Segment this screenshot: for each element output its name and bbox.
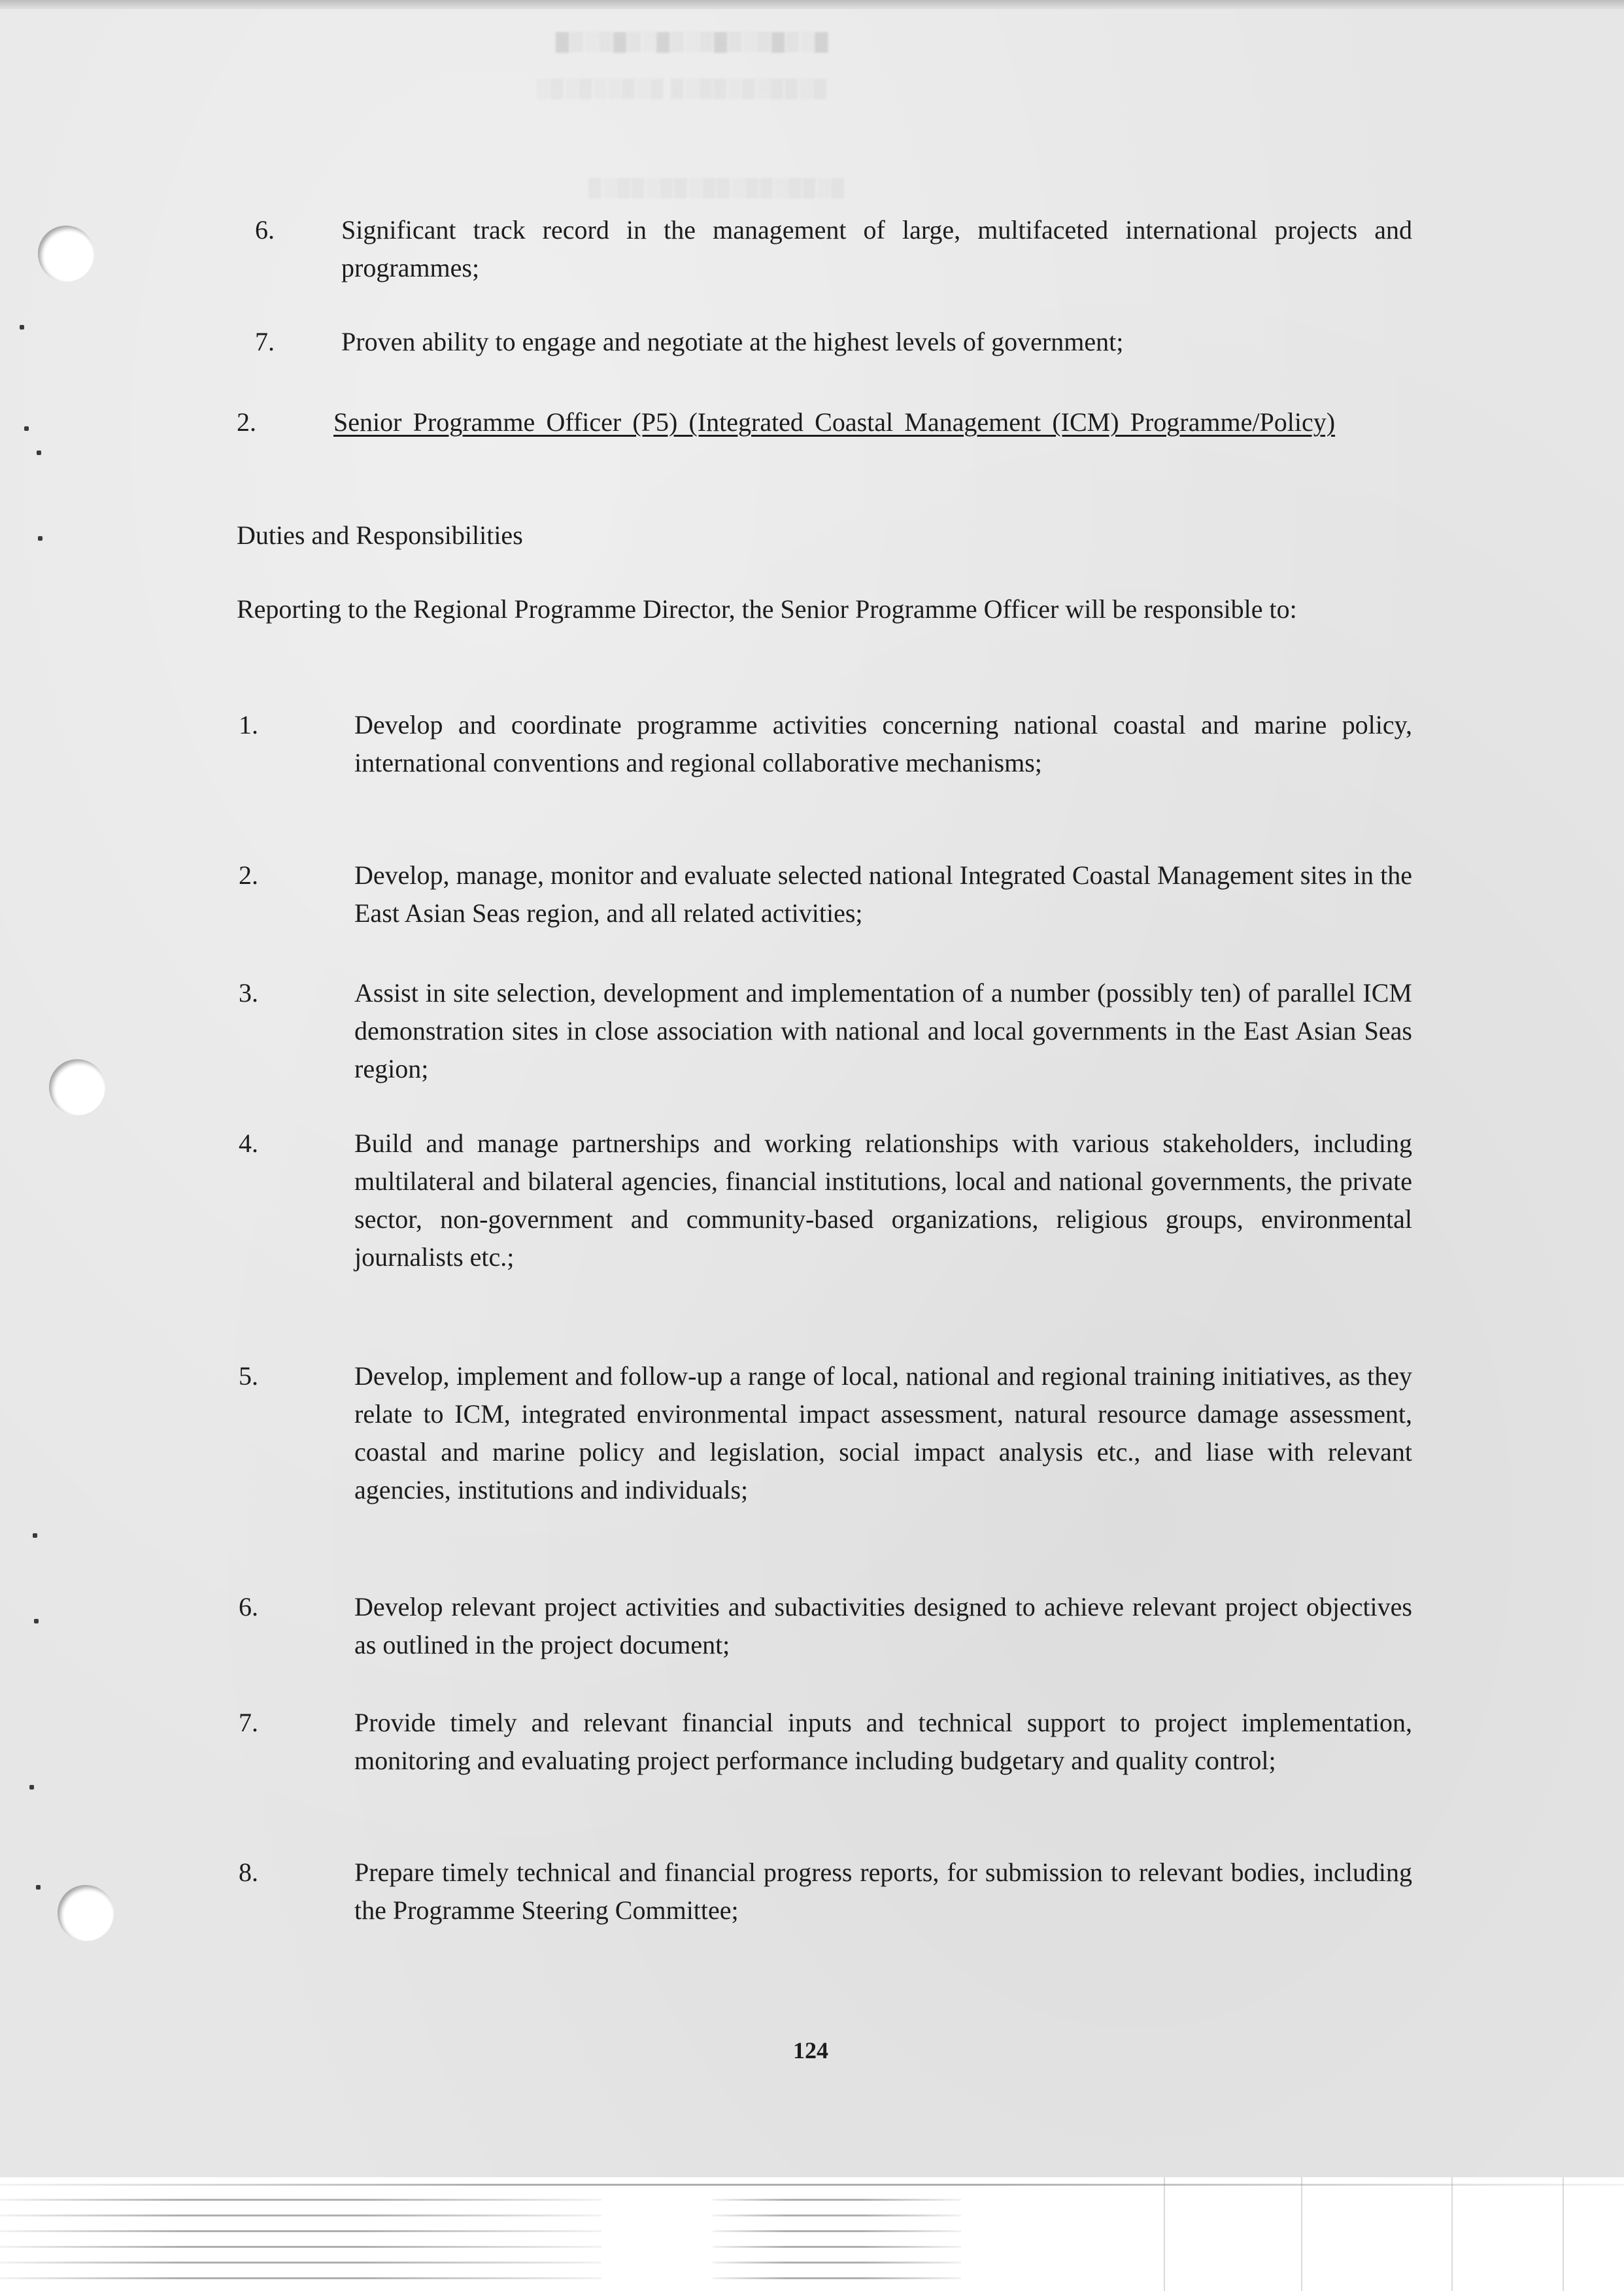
duty-number: 6.	[239, 1592, 258, 1621]
binder-divider	[713, 2277, 961, 2279]
scan-speck	[38, 536, 42, 541]
duty-text: Develop, manage, monitor and evaluate selected national Integrated Coastal Management sites in the East Asian Seas region, and all related activities;	[354, 860, 1412, 928]
punch-hole-icon	[49, 1059, 105, 1115]
binder-divider	[713, 2246, 961, 2248]
binder-divider	[0, 2246, 601, 2248]
position-title: Senior Programme Officer (P5) (Integrated Coastal Management (ICM) Programme/Policy)	[333, 407, 1336, 437]
duty-number: 2.	[239, 860, 258, 890]
duty-text: Assist in site selection, development and implementation of a number (possibly ten) of parallel ICM demonstration sites in close association with national and local governments in the East Asian Seas region;	[354, 978, 1412, 1083]
page-number: 124	[793, 2037, 828, 2063]
section-heading: Duties and Responsibilities	[237, 520, 523, 550]
scan-speck	[29, 1785, 34, 1790]
duty-number: 8.	[239, 1858, 258, 1887]
qualification-text: Significant track record in the management of large, multifaceted international projects and programmes;	[341, 215, 1412, 282]
binder-divider	[713, 2262, 961, 2264]
scan-speck	[34, 1619, 39, 1623]
duty-text: Develop, implement and follow-up a range of local, national and regional training initiatives, as they relate to ICM, integrated environmental impact assessment, natural resource damage assessment, coastal and marine policy and legislation, social impact analysis etc., and liase with relevant agencies, institutions and individuals;	[354, 1361, 1412, 1504]
scan-speck	[24, 426, 29, 431]
binder-divider	[1451, 2177, 1453, 2291]
binder-divider	[713, 2199, 961, 2201]
scan-speck	[37, 450, 41, 455]
duty-number: 4.	[239, 1129, 258, 1158]
binder-edge	[0, 2177, 1624, 2291]
duty-number: 5.	[239, 1361, 258, 1391]
binder-divider	[0, 2184, 1624, 2186]
binder-divider	[1563, 2177, 1564, 2291]
duty-number: 3.	[239, 978, 258, 1008]
qualification-text: Proven ability to engage and negotiate at the highest levels of government;	[341, 327, 1124, 356]
duty-text: Provide timely and relevant financial inputs and technical support to project implementation, monitoring and evaluating project performance including budgetary and quality control;	[354, 1708, 1412, 1775]
qualification-number: 7.	[255, 327, 275, 356]
scan-speck	[33, 1533, 37, 1538]
duty-number: 1.	[239, 710, 258, 739]
intro-paragraph: Reporting to the Regional Programme Director, the Senior Programme Officer will be responsible to:	[237, 594, 1297, 624]
page-top-edge	[0, 0, 1624, 9]
punch-hole-icon	[38, 226, 94, 282]
duty-number: 7.	[239, 1708, 258, 1737]
binder-divider	[0, 2262, 601, 2264]
punch-hole-icon	[58, 1885, 114, 1941]
binder-divider	[713, 2215, 961, 2216]
scan-speck	[36, 1885, 41, 1890]
binder-divider	[1164, 2177, 1165, 2291]
binder-divider	[0, 2230, 601, 2232]
binder-divider	[713, 2230, 961, 2232]
bleed-through-text: ░▒░▒░░▒░▒ ▒░▒▒░▒░▒▒░▒	[536, 78, 828, 99]
binder-divider	[1301, 2177, 1302, 2291]
scan-speck	[20, 325, 24, 330]
duty-text: Develop relevant project activities and subactivities designed to achieve relevant project objectives as outlined in the project document;	[354, 1592, 1412, 1659]
binder-divider	[0, 2215, 601, 2216]
bleed-through-text: ▒░▒▒░▒▒░▒▒░▒▒░▒▒░▒	[588, 178, 846, 198]
duty-text: Build and manage partnerships and working relationships with various stakeholders, including multilateral and bilateral agencies, financial institutions, local and national governments, the private sector, non-government and community-based organizations, religious groups, environmental journalists etc.;	[354, 1129, 1412, 1272]
qualification-number: 6.	[255, 215, 275, 245]
bleed-through-text: ▓▒░▒▓▒░▓▒░▒▓▒░▒▓▒░▓	[556, 31, 830, 52]
duty-text: Develop and coordinate programme activities concerning national coastal and marine policy, international conventions and regional collaborative mechanisms;	[354, 710, 1412, 777]
position-number: 2.	[237, 407, 256, 437]
binder-divider	[0, 2277, 601, 2279]
binder-divider	[0, 2199, 601, 2201]
duty-text: Prepare timely technical and financial progress reports, for submission to relevant bodies, including the Programme Steering Committee;	[354, 1858, 1412, 1925]
